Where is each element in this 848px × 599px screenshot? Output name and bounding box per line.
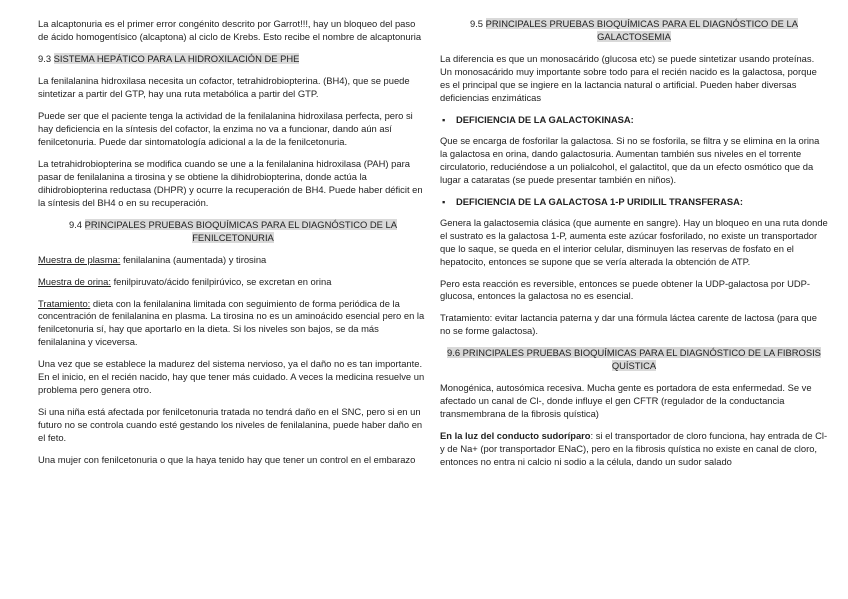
heading-9-4-text: PRINCIPALES PRUEBAS BIOQUÍMICAS PARA EL DIAGNÓSTICO DE LA FENILCETONURIA: [84, 218, 398, 243]
paragraph-mujer-embarazo: Una mujer con fenilcetonuria o que la haya tenido hay que tener un control en el embarazo: [38, 454, 416, 466]
paragraph-galactosemia-clasica: Genera la galactosemia clásica (que aumente en sangre). Hay un bloqueo en una ruta donde el sustrato es la galactosa 1-P, aumenta este azúcar fosforilado, no existe un transportador que lo saque, se queda en el interior celular, disminuyen las reservas de fosfato en el hepatocito, entonces se supone que se vería alterada la obtención de ATP.: [440, 216, 828, 267]
heading-9-5: [440, 18, 828, 44]
bullet-uridilil-transferasa: [440, 196, 828, 209]
paragraph-monogenica: Monogénica, autosómica recesiva. Mucha gente es portadora de esta enfermedad. Se ve afectado un canal de Cl-, donde influye el gen CFTR (regulador de la conductancia transmembrana de la fibrosis quística): [440, 382, 812, 420]
paragraph-tratamiento-galactosemia: Tratamiento: evitar lactancia paterna y dar una fórmula láctea carente de lactosa (para que no se forme galactosa).: [440, 312, 817, 337]
paragraph-reaccion-reversible: Pero esta reacción es reversible, entonces se puede obtener la UDP-galactosa por UDP-glucosa, entonces la galactosa no es esencial.: [440, 277, 810, 302]
paragraph-conducto-sudoriparo: [440, 430, 828, 469]
label-muestra-orina: Muestra de orina:: [38, 275, 111, 287]
text-muestra-orina: fenilpiruvato/ácido fenilpirúvico, se excretan en orina: [110, 275, 332, 287]
paragraph-muestra-orina: [38, 276, 428, 289]
right-column: [440, 18, 828, 478]
paragraph-cofactor-deficiency: Puede ser que el paciente tenga la actividad de la fenilalanina hidroxilasa perfecta, pero si hay deficiencia en la síntesis del cofactor, la enzima no va a funcionar, dando aún así fenilcetonuria. Puede dar sintomatología adicional a la de la fenilcetonuria.: [38, 109, 413, 147]
bullet-square-icon: ▪: [442, 113, 446, 125]
heading-9-4-number: 9.4: [68, 218, 85, 230]
paragraph-dhpr: La tetrahidrobiopterina se modifica cuando se une a la fenilalanina hidroxilasa (PAH) para pasar de fenilalanina a tirosina y se obtiene la dihidrobiopterina, donde actúa la dihidrobiopterina reductasa (DHPR) y ocurre la recuperación de BH4. Puede haber déficit en la síntesis del BH4 o en su recuperación.: [38, 157, 423, 208]
heading-9-3-number: 9.3: [38, 52, 54, 64]
heading-9-5-text: PRINCIPALES PRUEBAS BIOQUÍMICAS PARA EL DIAGNÓSTICO DE LA GALACTOSEMIA: [485, 18, 799, 42]
heading-9-3-text: SISTEMA HEPÁTICO PARA LA HIDROXILACIÓN DE PHE: [53, 52, 300, 64]
text-tratamiento: dieta con la fenilalanina limitada con seguimiento de forma periódica de la concentración de fenilalanina en plasma. La tirosina no es un aminoácido esencial pero en la fenilcetonuria sí, hay que aportarlo en la dieta. Si los niveles son bajos, se da más fenilalanina y viceversa.: [38, 297, 425, 348]
label-conducto-sudoriparo: En la luz del conducto sudoríparo: [440, 430, 591, 442]
heading-9-5-number: 9.5: [469, 18, 486, 29]
paragraph-madurez: Una vez que se establece la madurez del sistema nervioso, ya el daño no es tan importante. En el inicio, en el recién nacido, hay que tener más cuidado. A veces la medicina resuelve un problema pero genera otro.: [38, 358, 425, 396]
text-conducto-sudoriparo: : si el transportador de cloro funciona, hay entrada de Cl- y de Na+ (por transportador ENaC), pero en la fibrosis quística no existe en canal de cloro, entonces no entra ni calcio ni sodio a la célula, dando un sudor salado: [440, 430, 828, 468]
paragraph-nina-afectada: Si una niña está afectada por fenilcetonuria tratada no tendrá daño en el SNC, pero si en un futuro no se controla cuando esté gestando los niveles de fenilalanina, puede haber daño en el feto.: [38, 406, 423, 444]
paragraph-alcaptonuria: La alcaptonuria es el primer error congénito descrito por Garrot!!!, hay un bloqueo del paso de ácido homogentísico (alcaptona) al ciclo de Krebs. Esto recibe el nombre de alcaptonuria: [38, 18, 422, 42]
bullet-square-icon: ▪: [442, 195, 446, 207]
heading-9-3: [38, 53, 428, 66]
paragraph-muestra-plasma: [38, 254, 428, 267]
paragraph-bh4-cofactor: La fenilalanina hidroxilasa necesita un cofactor, tetrahidrobiopterina. (BH4), que se puede sintetizar a partir del GTP, hay una ruta metabólica a partir del GTP.: [38, 74, 410, 99]
left-column: [38, 18, 428, 476]
text-muestra-plasma: fenilalanina (aumentada) y tirosina: [120, 253, 267, 265]
heading-9-4: [38, 219, 428, 245]
paragraph-galactosuria: Que se encarga de fosforilar la galactosa. Si no se fosforila, se filtra y se elimina en la orina la galactosa en orina, dando galactosuria. Aumentan también sus niveles en el torrente circulatorio, reduciéndose a un polialcohol, el galactitol, que da un efecto osmótico que da lugar a cataratas (se puede presentar también en niños).: [440, 134, 820, 185]
label-muestra-plasma: Muestra de plasma:: [38, 253, 121, 265]
bullet-uridilil-transferasa-text: DEFICIENCIA DE LA GALACTOSA 1-P URIDILIL TRANSFERASA:: [456, 195, 743, 207]
bullet-galactokinasa: [440, 114, 828, 127]
heading-9-6: [440, 347, 828, 373]
paragraph-tratamiento: [38, 298, 428, 350]
heading-9-6-text: 9.6 PRINCIPALES PRUEBAS BIOQUÍMICAS PARA EL DIAGNÓSTICO DE LA FIBROSIS QUÍSTICA: [447, 347, 821, 372]
label-tratamiento: Tratamiento:: [38, 297, 91, 309]
paragraph-monosacarido: La diferencia es que un monosacárido (glucosa etc) se puede sintetizar usando proteínas. Un monosacárido muy importante sobre todo para el recién nacido es la galactosa, porque es el principal que se ingiere en la lactancia natural o artificial. Pueden haber diversas deficiencias enzimáticas: [440, 52, 817, 103]
bullet-galactokinasa-text: DEFICIENCIA DE LA GALACTOKINASA:: [456, 113, 634, 125]
